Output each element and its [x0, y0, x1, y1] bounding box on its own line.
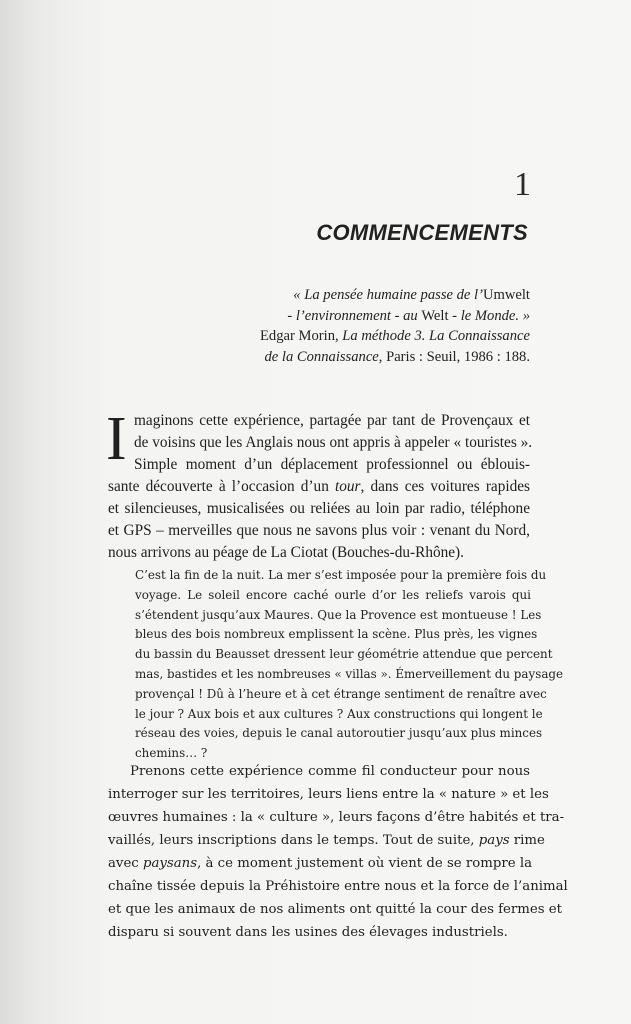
text-line: disparu si souvent dans les usines des élevages industriels. [108, 925, 508, 940]
body-paragraph [108, 760, 568, 944]
text-line: mas, bastides et les nombreuses « villas ». Émerveillement du paysage [135, 666, 564, 681]
epigraph [170, 285, 530, 367]
text-line: de voisins que les Anglais nous ont appris à appeler « touristes ». [134, 434, 533, 451]
intro-paragraph [106, 405, 533, 564]
text-line: chemins… ? [135, 746, 208, 761]
epigraph-quote-line-1: « La pensée humaine passe de l’Umwelt [293, 287, 530, 303]
epigraph-source-line-1: Edgar Morin, La méthode 3. La Connaissance [260, 328, 530, 344]
chapter-title: COMMENCEMENTS [316, 220, 528, 245]
text-line: le jour ? Aux bois et aux cultures ? Aux constructions qui longent le [135, 706, 543, 721]
epigraph-quote-line-2: - l’environnement - au Welt - le Monde. » [287, 307, 530, 324]
text-line: et silencieuses, musicalisées ou reliées au loin par radio, téléphone [108, 500, 530, 517]
narrative-block [135, 566, 564, 764]
drop-cap: I [106, 405, 127, 473]
epigraph-source-line-2: de la Connaissance, Paris : Seuil, 1986 : 188. [264, 348, 530, 365]
text-line: s’étendent jusqu’aux Maures. Que la Provence est montueuse ! Les [135, 607, 542, 622]
text-line: et GPS – merveilles que nous ne savons plus voir : venant du Nord, [108, 522, 530, 539]
text-line: œuvres humaines : la « culture », leurs façons d’être habités et tra- [108, 810, 565, 825]
text-line: provençal ! Dû à l’heure et à cet étrange sentiment de renaître avec [135, 686, 547, 701]
text-line: sante découverte à l’occasion d’un tour, dans ces voitures rapides [108, 478, 530, 495]
text-line: voyage. Le soleil encore caché ourle d’or les reliefs varois qui [135, 587, 531, 602]
text-line: C’est la fin de la nuit. La mer s’est imposée pour la première fois du [135, 568, 547, 582]
text-line: du bassin du Beausset dressent leur géométrie attendue que percent [135, 647, 553, 662]
text-line: avec paysans, à ce moment justement où vient de se rompre la [108, 856, 532, 871]
text-line: interroger sur les territoires, leurs liens entre la « nature » et les [108, 787, 549, 802]
text-line: Prenons cette expérience comme fil conducteur pour nous [130, 764, 530, 779]
text-line: nous arrivons au péage de La Ciotat (Bouches-du-Rhône). [108, 544, 464, 561]
text-line: vaillés, leurs inscriptions dans le temps. Tout de suite, pays rime [108, 833, 545, 848]
text-line: réseau des voies, depuis le canal autoroutier jusqu’aux plus minces [135, 726, 543, 741]
text-line: Simple moment d’un déplacement professionnel ou éblouis- [134, 456, 530, 473]
text-line: et que les animaux de nos aliments ont quitté la cour des fermes et [108, 902, 563, 917]
text-line: chaîne tissée depuis la Préhistoire entre nous et la force de l’animal [108, 879, 568, 894]
text-line: bleus des bois nombreux emplissent la scène. Plus près, les vignes [135, 627, 538, 642]
text-line: maginons cette expérience, partagée par tant de Provençaux et [134, 412, 530, 429]
chapter-number: 1 [514, 166, 531, 203]
